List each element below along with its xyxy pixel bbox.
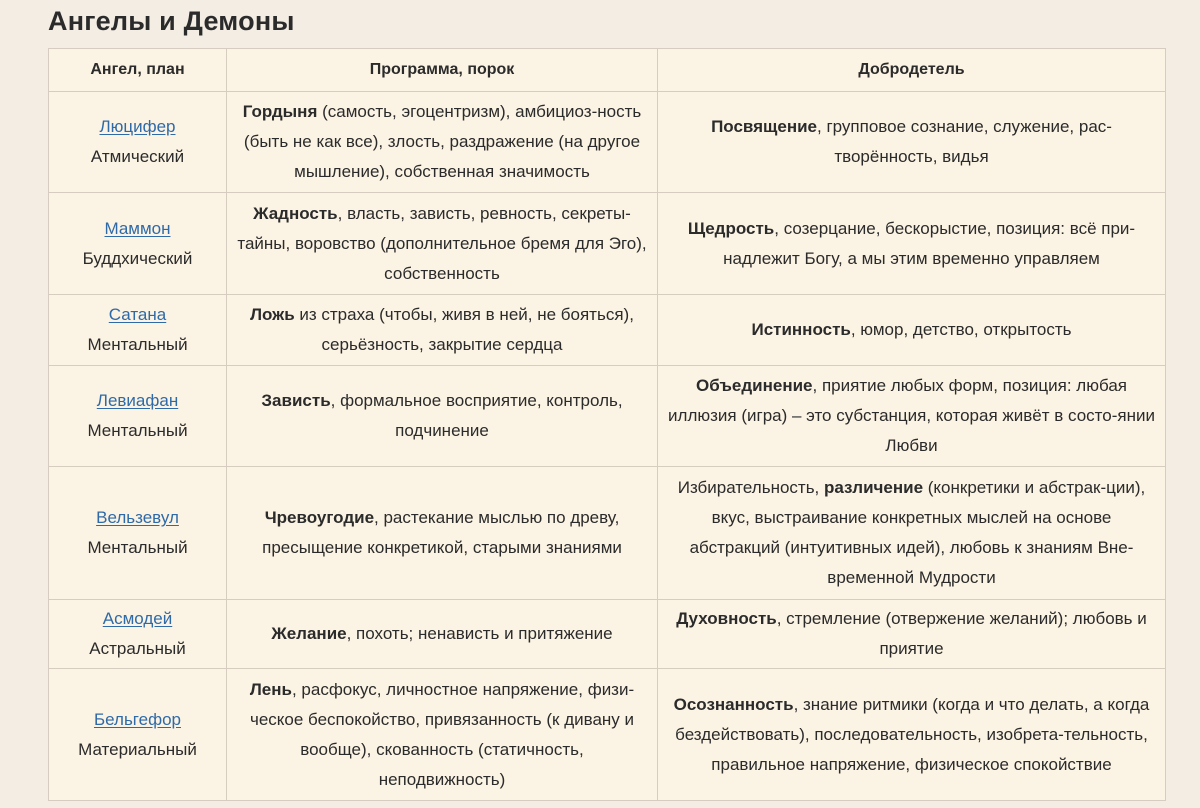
vice-cell: [227, 669, 658, 801]
vice-text: , похоть; ненависть и притяжение: [346, 624, 613, 643]
table-row: [49, 366, 1166, 467]
plan-label: Материальный: [78, 739, 197, 759]
vice-keyword: Чревоугодие: [264, 508, 375, 527]
virtue-keyword: Объединение: [696, 376, 813, 395]
angel-cell: [49, 295, 227, 366]
virtue-cell: [658, 366, 1166, 467]
vice-cell: [227, 92, 658, 193]
vice-keyword: Гордыня: [242, 102, 318, 121]
angel-link-lucifer[interactable]: Люцифер: [99, 117, 176, 136]
virtue-text: , групповое сознание, служение, рас-творённость, видья: [817, 117, 1112, 166]
angel-link-belphegor[interactable]: Бельгефор: [93, 709, 181, 729]
angel-cell: [49, 366, 227, 467]
plan-label: Ментальный: [87, 538, 188, 557]
virtue-cell: [658, 295, 1166, 366]
vice-cell: [227, 467, 658, 600]
vice-text: (самость, эгоцентризм), амбициоз-ность (быть не как все), злость, раздражение (на другое мышление), собственная значимость: [243, 102, 642, 181]
plan-label: Атмический: [90, 147, 185, 166]
vice-keyword: Желание: [271, 624, 347, 643]
angel-cell: [49, 92, 227, 193]
plan-label: Астральный: [89, 639, 186, 658]
virtue-keyword: Духовность: [676, 609, 777, 628]
virtue-text: , юмор, детство, открытость: [850, 320, 1072, 339]
table-row: [49, 600, 1166, 669]
vice-text: , растекание мыслью по древу, пресыщение конкретикой, старыми знаниями: [262, 508, 622, 557]
angel-link-mammon[interactable]: Маммон: [104, 218, 171, 238]
vice-text: , формальное восприятие, контроль, подчинение: [330, 391, 623, 440]
virtue-text: (конкретики и абстрак-ции), вкус, выстраивание конкретных мыслей на основе абстракций (интуитивных идей), любовь к знаниям Вне-временной Мудрости: [689, 478, 1146, 587]
virtue-cell: [658, 467, 1166, 600]
virtue-cell: [658, 92, 1166, 193]
plan-label: Ментальный: [87, 421, 188, 440]
page-title: Ангелы и Демоны: [48, 6, 295, 36]
plan-label: Буддхический: [82, 248, 193, 268]
vice-text: из страха (чтобы, живя в ней, не бояться), серьёзность, закрытие сердца: [294, 305, 634, 354]
virtue-text: , стремление (отвержение желаний); любовь и приятие: [776, 609, 1147, 658]
vice-text: , расфокус, личностное напряжение, физи-ческое беспокойство, привязанность (к дивану и вообще), скованность (статичность, неподвижность): [249, 679, 635, 789]
angels-demons-table: [48, 48, 1166, 801]
vice-text: , власть, зависть, ревность, секреты-тайны, воровство (дополнительное бремя для Эго), собственность: [237, 203, 647, 283]
column-header-virtue: Добродетель: [658, 49, 1166, 92]
virtue-keyword: Истинность: [751, 320, 851, 339]
angel-link-beelzebub[interactable]: Вельзевул: [96, 508, 179, 527]
angel-cell: [49, 669, 227, 801]
table-row: [49, 467, 1166, 600]
column-header-angel: Ангел, план: [49, 49, 227, 92]
angel-link-asmodeus[interactable]: Асмодей: [102, 609, 173, 628]
vice-cell: [227, 600, 658, 669]
plan-label: Ментальный: [87, 335, 188, 354]
angel-link-leviathan[interactable]: Левиафан: [96, 391, 179, 410]
table-row: [49, 295, 1166, 366]
virtue-keyword: Щедрость: [687, 218, 775, 238]
angel-link-satan[interactable]: Сатана: [108, 305, 167, 324]
table-row: [49, 669, 1166, 801]
vice-cell: [227, 366, 658, 467]
virtue-keyword: различение: [824, 478, 924, 497]
vice-keyword: Лень: [249, 679, 292, 699]
column-header-program: Программа, порок: [227, 49, 658, 92]
virtue-cell: [658, 193, 1166, 295]
vice-cell: [227, 295, 658, 366]
angel-cell: [49, 467, 227, 600]
virtue-text: , созерцание, бескорыстие, позиция: всё при-надлежит Богу, а мы этим временно управляем: [723, 218, 1136, 268]
vice-cell: [227, 193, 658, 295]
virtue-text: , знание ритмики (когда и что делать, а когда бездействовать), последовательность, изобрета-тельность, правильное напряжение, физическое спокойствие: [675, 694, 1150, 774]
table-header-row: [49, 49, 1166, 92]
vice-keyword: Ложь: [250, 305, 295, 324]
table-row: [49, 92, 1166, 193]
virtue-cell: [658, 669, 1166, 801]
vice-keyword: Зависть: [261, 391, 331, 410]
angel-cell: [49, 193, 227, 295]
vice-keyword: Жадность: [253, 203, 338, 223]
virtue-keyword: Посвящение: [711, 117, 818, 136]
virtue-text: , приятие любых форм, позиция: любая иллюзия (игра) – это субстанция, которая живёт в состо-янии Любви: [668, 376, 1155, 455]
virtue-keyword: Осознанность: [673, 694, 794, 714]
angel-cell: [49, 600, 227, 669]
virtue-cell: [658, 600, 1166, 669]
virtue-prefix: Избирательность,: [677, 478, 825, 497]
table-row: [49, 193, 1166, 295]
